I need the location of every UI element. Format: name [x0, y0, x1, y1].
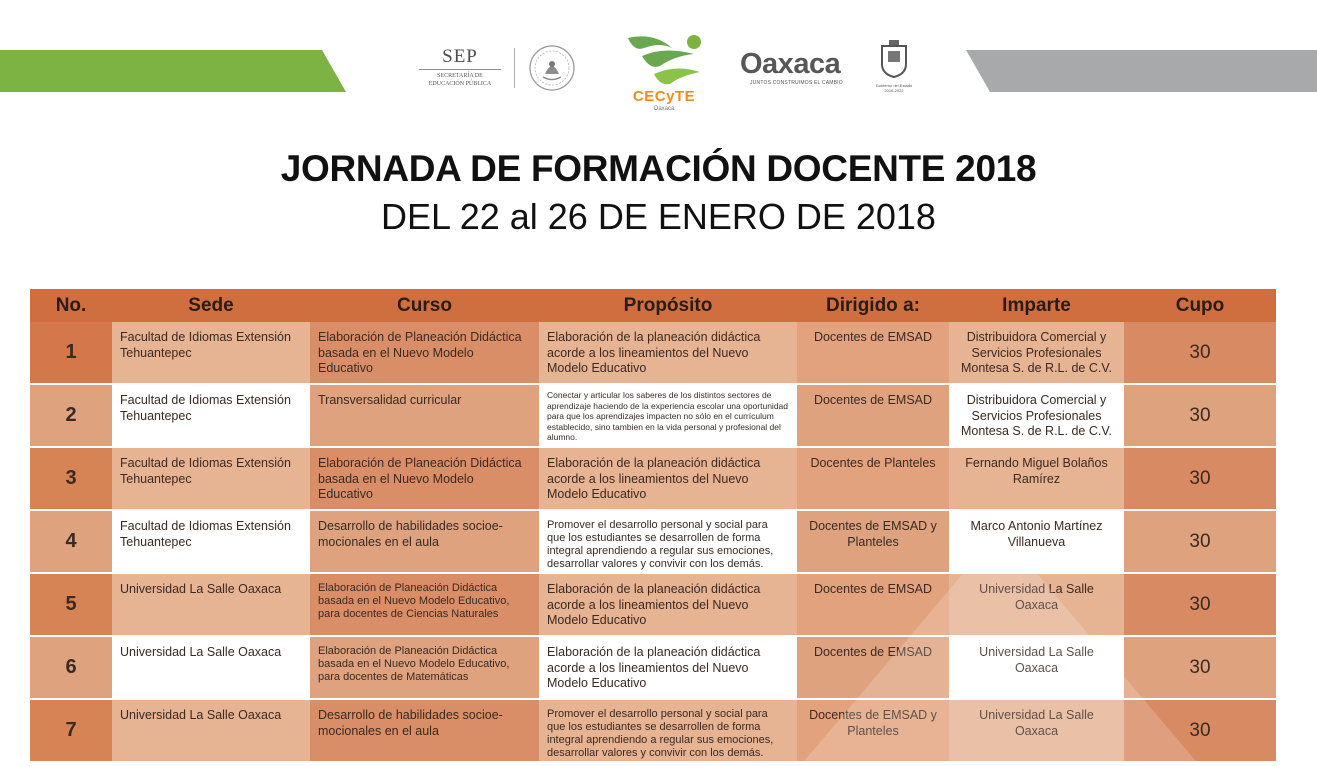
header-curso: Curso [310, 289, 539, 322]
cell-cupo: 30 [1124, 573, 1276, 636]
gray-banner-bar [966, 50, 1317, 92]
header-dirigido: Dirigido a: [797, 289, 949, 322]
cell-imparte: Fernando Miguel Bolaños Ramírez [949, 447, 1124, 510]
cell-dirigido: Docentes de Planteles [797, 447, 949, 510]
table-row [30, 384, 1276, 447]
cell-no: 6 [30, 636, 112, 699]
cell-curso: Transversalidad curricular [310, 384, 539, 447]
cell-cupo: 30 [1124, 636, 1276, 699]
cell-cupo: 30 [1124, 699, 1276, 762]
cell-no: 3 [30, 447, 112, 510]
cell-curso: Elaboración de Planeación Didáctica basada en el Nuevo Modelo Educativo, para docentes de Ciencias Naturales [310, 573, 539, 636]
cell-no: 5 [30, 573, 112, 636]
cell-curso: Desarrollo de habilidades socioe-mocionales en el aula [310, 510, 539, 573]
cell-dirigido: Docentes de EMSAD [797, 384, 949, 447]
cell-no: 4 [30, 510, 112, 573]
cell-imparte: Universidad La Salle Oaxaca [949, 573, 1124, 636]
cell-imparte: Distribuidora Comercial y Servicios Profesionales Montesa S. de R.L. de C.V. [949, 384, 1124, 447]
cell-curso: Elaboración de Planeación Didáctica basada en el Nuevo Modelo Educativo, para docentes de Matemáticas [310, 636, 539, 699]
cell-dirigido: Docentes de EMSAD y Planteles [797, 510, 949, 573]
cell-curso: Desarrollo de habilidades socioe-mocionales en el aula [310, 699, 539, 762]
cell-curso: Elaboración de Planeación Didáctica basada en el Nuevo Modelo Educativo [310, 447, 539, 510]
oaxaca-logo-text: Oaxaca [740, 48, 841, 80]
cell-proposito: Promover el desarrollo personal y social para que los estudiantes se desarrollen de forma integral aprendiendo a regular sus emociones, desarrollar valores y convivir con los demás. [539, 510, 797, 573]
table-row [30, 699, 1276, 762]
cell-curso: Elaboración de Planeación Didáctica basada en el Nuevo Modelo Educativo [310, 322, 539, 384]
cell-cupo: 30 [1124, 384, 1276, 447]
crest-sub2: 2016-2022 [884, 88, 904, 93]
cell-sede: Universidad La Salle Oaxaca [112, 636, 310, 699]
sep-logo-sub2: EDUCACIÓN PÚBLICA [428, 81, 492, 87]
cecyte-logo-sub: Oaxaca [653, 106, 675, 112]
table-header-row [30, 289, 1276, 322]
sep-logo [415, 46, 505, 88]
cell-imparte: Marco Antonio Martínez Villanueva [949, 510, 1124, 573]
cell-dirigido: Docentes de EMSAD y Planteles [797, 699, 949, 762]
cell-dirigido: Docentes de EMSAD [797, 636, 949, 699]
cell-dirigido: Docentes de EMSAD [797, 322, 949, 384]
schedule-table [30, 289, 1276, 763]
table-row [30, 510, 1276, 573]
cecyte-swirl-icon [614, 30, 714, 88]
header-imparte: Imparte [949, 289, 1124, 322]
cell-sede: Universidad La Salle Oaxaca [112, 573, 310, 636]
crest-sub1: Gobierno del Estado [875, 83, 913, 88]
header-cupo: Cupo [1124, 289, 1276, 322]
header-sede: Sede [112, 289, 310, 322]
cell-sede: Facultad de Idiomas Extensión Tehuantepec [112, 510, 310, 573]
cell-sede: Facultad de Idiomas Extensión Tehuantepec [112, 447, 310, 510]
table-row [30, 322, 1276, 384]
sep-logo-sub1: SECRETARÍA DE [437, 73, 483, 79]
cell-no: 7 [30, 699, 112, 762]
green-banner-bar [0, 50, 346, 92]
logo-divider [514, 48, 515, 88]
cell-cupo: 30 [1124, 510, 1276, 573]
table-row [30, 573, 1276, 636]
cecyte-logo [614, 30, 714, 114]
oaxaca-logo [740, 48, 860, 86]
cell-sede: Universidad La Salle Oaxaca [112, 699, 310, 762]
cell-proposito: Elaboración de la planeación didáctica acorde a los lineamientos del Nuevo Modelo Educativo [539, 322, 797, 384]
cell-dirigido: Docentes de EMSAD [797, 573, 949, 636]
cell-imparte: Distribuidora Comercial y Servicios Profesionales Montesa S. de R.L. de C.V. [949, 322, 1124, 384]
cell-cupo: 30 [1124, 322, 1276, 384]
page-title: JORNADA DE FORMACIÓN DOCENTE 2018 [280, 148, 1037, 189]
national-seal-icon [528, 44, 576, 92]
cell-sede: Facultad de Idiomas Extensión Tehuantepec [112, 322, 310, 384]
cell-sede: Facultad de Idiomas Extensión Tehuantepec [112, 384, 310, 447]
page-subtitle: DEL 22 al 26 DE ENERO DE 2018 [381, 196, 936, 237]
state-crest-icon [873, 40, 915, 96]
cell-proposito: Elaboración de la planeación didáctica acorde a los lineamientos del Nuevo Modelo Educativo [539, 447, 797, 510]
header-proposito: Propósito [539, 289, 797, 322]
cell-cupo: 30 [1124, 447, 1276, 510]
cell-proposito: Promover el desarrollo personal y social para que los estudiantes se desarrollen de forma integral aprendiendo a regular sus emociones, desarrollar valores y convivir con los demás. [539, 699, 797, 762]
table-row [30, 447, 1276, 510]
cell-proposito: Elaboración de la planeación didáctica acorde a los lineamientos del Nuevo Modelo Educativo [539, 636, 797, 699]
oaxaca-logo-slogan: JUNTOS CONSTRUIMOS EL CAMBIO [750, 80, 843, 86]
cell-no: 2 [30, 384, 112, 447]
sep-logo-rule [419, 69, 501, 70]
table-row [30, 636, 1276, 699]
header-no: No. [30, 289, 112, 322]
cell-imparte: Universidad La Salle Oaxaca [949, 699, 1124, 762]
cell-no: 1 [30, 322, 112, 384]
sep-logo-text: SEP [442, 46, 478, 67]
cell-proposito: Conectar y articular los saberes de los distintos sectores de aprendizaje haciendo de la experiencia escolar una oportunidad para que los aprendizajes impacten no sólo en el currículum establecido, sino tambien en la vida personal y profesional del alumno. [539, 384, 797, 447]
cecyte-logo-text: CECyTE [632, 88, 696, 105]
cell-imparte: Universidad La Salle Oaxaca [949, 636, 1124, 699]
cell-proposito: Elaboración de la planeación didáctica acorde a los lineamientos del Nuevo Modelo Educativo [539, 573, 797, 636]
